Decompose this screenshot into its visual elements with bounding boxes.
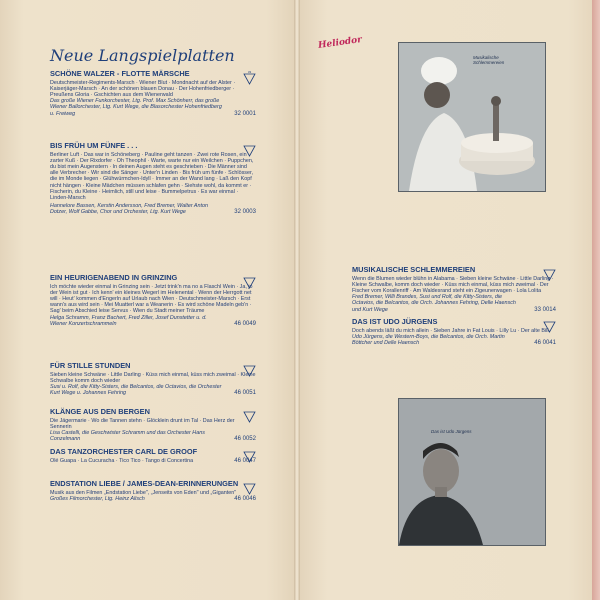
record-entry	[50, 274, 256, 327]
catalog-number: 46 0051	[234, 390, 256, 397]
record-badge-icon	[543, 266, 556, 282]
record-badge-icon	[243, 142, 256, 158]
heliodor-logo: Heliodor	[317, 34, 363, 52]
record-credits: Udo Jürgens, die Western-Boys, die Belcantos, die Orch. Martin Böttcher und Delle Haensch	[352, 333, 505, 346]
record-credits: Susi u. Rolf, die Kitty-Sisters, die Belcantos, die Octavios, die Orchester Kurt Wege u. Johannes Fehring	[50, 384, 222, 397]
chef-cake-illustration-icon	[399, 43, 545, 191]
record-title: DAS TANZORCHESTER CARL DE GROOF	[50, 447, 198, 456]
record-entry	[50, 362, 256, 396]
cover-caption: Musikalische Schlemmereien	[473, 55, 505, 65]
record-credits: Das große Wiener Funkorchester, Ltg. Prof. Max Schönherr, das große Wiener Ballorchester, Ltg. Kurt Wege, die Blasorchester Hohenfriedberg u. Freiweg	[50, 98, 222, 117]
record-songs: Musik aus den Filmen „Endstation Liebe", „Jenseits von Eden" und „Giganten"	[50, 489, 237, 496]
record-title: ENDSTATION LIEBE / JAMES-DEAN-ERINNERUNGEN	[50, 479, 239, 488]
catalog-number: 46 0049	[234, 320, 256, 327]
record-entry	[352, 266, 556, 313]
catalog-number: 46 0047	[234, 457, 256, 464]
record-entry	[352, 318, 556, 346]
record-badge-icon	[243, 362, 256, 378]
cover-caption: Das ist Udo Jürgens	[431, 429, 472, 434]
record-badge-icon	[243, 408, 256, 424]
record-badge-icon	[243, 70, 256, 86]
record-title: MUSIKALISCHE SCHLEMMEREIEN	[352, 265, 476, 274]
page-edge	[592, 0, 600, 600]
record-entry	[50, 142, 256, 216]
record-entry	[50, 480, 256, 502]
svg-text:33: 33	[247, 70, 252, 74]
record-entry	[50, 70, 256, 117]
record-credits: Helga Schramm, Franz Bachert, Fred Ziller, Josef Dunstetter u. d. Wiener Konzertschrammeln	[50, 314, 207, 327]
catalog-number: 32 0001	[234, 110, 256, 117]
catalog-number: 32 0003	[234, 209, 256, 216]
record-credits: Großes Filmorchester, Ltg. Heinz Alisch	[50, 495, 145, 502]
record-badge-icon	[243, 274, 256, 290]
record-credits: Hannelore Bassen, Kerstin Andersson, Fred Bremer, Walter Anton Dotzer, Wolf Gabbe, Chor und Orchester, Ltg. Kurt Wege	[50, 203, 209, 216]
record-badge-icon	[543, 318, 556, 334]
record-songs: Ich möchte wieder einmal in Grinzing sein · Jetzt trink'n ma no a Flaschl Wein · Ja, jo der Wein ist gut · Ich kenn' ein kleines Wegerl im Helenental · Wenn der Herrgott net will · Heut' kommen d'Engerln auf Urlaub nach Wien · Deutschmeister-Marsch · Erst wann's aus wird sein · Mei Muatterl war a Weanerin · Es wird schöne Madeln geb'n · Sag' beim Abschied leise Servus · Wien du Stadt meiner Träume	[50, 283, 253, 315]
catalog-number: 46 0046	[234, 495, 256, 502]
catalog-number: 33 0014	[534, 306, 556, 313]
catalog-number: 46 0052	[234, 436, 256, 443]
record-songs: Wenn die Blumen wieder blühn in Alabama · Sieben kleine Schwäne · Little Darling · Kleine Schwalbe, komm doch wieder · Küss mich einmal, küss mich zweimal · Der Fischer vom Korallenriff · Am Waldesrand steht ein Zigeunerwagen · Lola Lolita	[352, 275, 554, 294]
page-fold	[294, 0, 300, 600]
page-heading: Neue Langspielplatten	[50, 46, 235, 65]
record-title: EIN HEURIGENABEND IN GRINZING	[50, 273, 178, 282]
udo-portrait-icon	[399, 399, 545, 545]
record-title: FÜR STILLE STUNDEN	[50, 361, 131, 370]
record-songs: Deutschmeister-Regiments-Marsch · Wiener Blut · Mondnacht auf der Alster · Kaiserjäger-Marsch · An der schönen blauen Donau · Der Hohenfriedberger · Preußens Gloria · Gschichten aus dem Wienerwald	[50, 79, 236, 98]
record-badge-icon	[243, 480, 256, 496]
record-songs: Doch abends läßt du mich allein · Sieben Jahre in Fat Louis · Lilly Lu · Der alte Bill	[352, 327, 549, 334]
record-title: KLÄNGE AUS DEN BERGEN	[50, 407, 150, 416]
record-songs: Sieben kleine Schwäne · Little Darling · Küss mich einmal, küss mich zweimal · Kleine Schwalbe komm doch wieder	[50, 371, 256, 384]
record-credits: Fred Bremer, Willi Brandes, Susi und Rolf, die Kitty-Sisters, die Octavios, die Belcantos, die Orch. Johannes Fehring, Delle Haensch und Kurt Wege	[352, 294, 516, 313]
record-entry	[50, 408, 256, 442]
record-credits: Lisa Castelli, die Geschwister Schramm und das Orchester Hans Conzelmann	[50, 430, 205, 443]
record-entry	[50, 448, 256, 464]
album-cover-photo	[398, 398, 546, 546]
record-title: BIS FRÜH UM FÜNFE . . .	[50, 141, 138, 150]
record-title: SCHÖNE WALZER - FLOTTE MÄRSCHE	[50, 69, 190, 78]
record-songs: Berliner Luft · Das war in Schöneberg · Pauline geht tanzen · Zwei rote Rosen, ein zarter Kuß · Der Rixdorfer · Oh Theophil · Warte, warte nur ein Weilchen · Puppchen, du bist mein Augenstern · In deinen Augen steht es geschrieben · Die Männer sind alle Verbrecher · Wir sind die Sänger · Unter'n Linden · Bis früh um fünfe · Schlösser, die im Monde liegen · Glühwürmchen-Idyll · Immer an der Wand lang · Laß den Kopf nicht hängen · Kleine Mädchen müssen schlafen gehn · Siehste wohl, da kommt er · Fischerin, du Kleine · Heimlich, still und leise · Bummelpetrus · Es war einmal · Linden-Marsch	[50, 151, 254, 202]
record-songs: Die Jägermarie · Wo die Tannen stehn · Glöcklein drunt im Tal · Das Herz der Sennerin	[50, 417, 235, 430]
record-title: DAS IST UDO JÜRGENS	[352, 317, 438, 326]
album-cover-photo	[398, 42, 546, 192]
catalog-number: 46 0041	[534, 340, 556, 346]
record-songs: Olé Guapa · La Cucuracha · Tico Tico · Tango di Concertina	[50, 457, 194, 464]
